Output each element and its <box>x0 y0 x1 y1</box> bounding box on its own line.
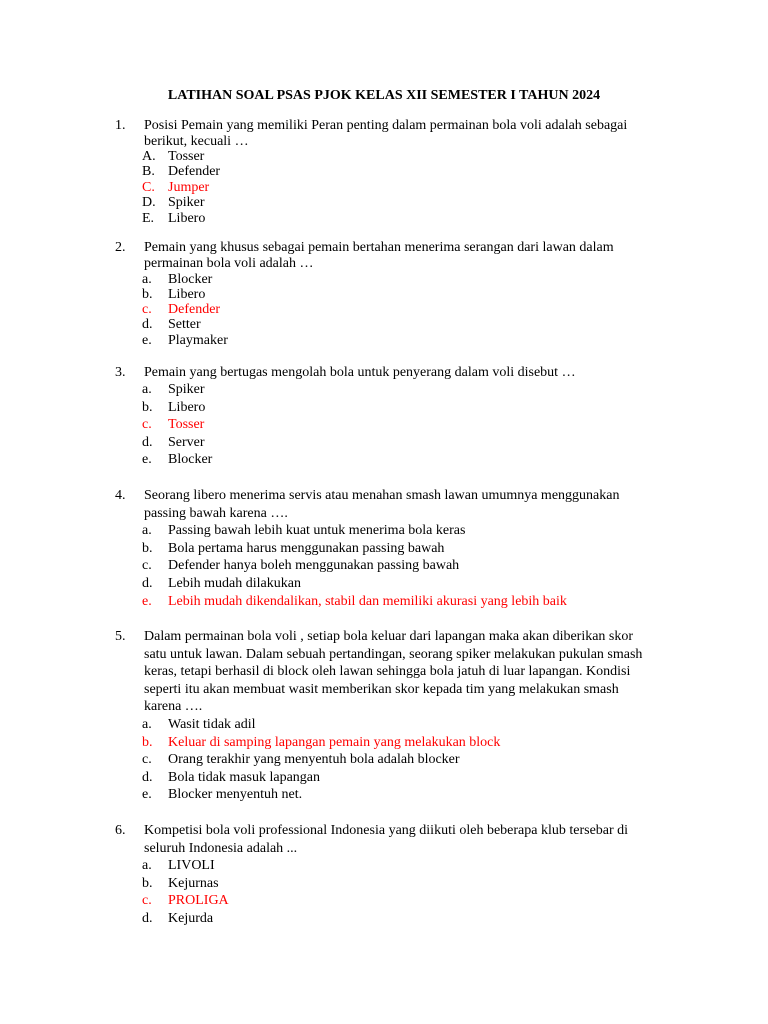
option-letter: d. <box>142 434 153 450</box>
option-text: Orang terakhir yang menyentuh bola adalah blocker <box>168 752 460 768</box>
option-list <box>0 522 768 610</box>
option-text: Defender <box>168 164 221 179</box>
answer-option <box>0 910 768 928</box>
question-number: 2. <box>115 240 126 255</box>
option-text: Libero <box>168 399 206 415</box>
question-text: Pemain yang khusus sebagai pemain bertahan menerima serangan dari lawan dalam permainan bola voli adalah … <box>144 240 614 271</box>
answer-option <box>0 540 768 558</box>
option-text: Defender hanya boleh menggunakan passing bawah <box>168 558 460 574</box>
answer-option <box>0 164 768 180</box>
answer-option-correct <box>0 180 768 196</box>
option-letter: c. <box>142 893 152 909</box>
option-letter: B. <box>142 164 155 179</box>
answer-option <box>0 451 768 469</box>
option-letter: b. <box>142 399 153 415</box>
answer-option-correct <box>0 302 768 317</box>
answer-option <box>0 522 768 540</box>
answer-option <box>0 399 768 417</box>
answer-option-correct <box>0 892 768 910</box>
option-letter: a. <box>142 717 152 732</box>
document-title: LATIHAN SOAL PSAS PJOK KELAS XII SEMESTER I TAHUN 2024 <box>167 88 601 103</box>
question-number: 3. <box>115 365 126 380</box>
answer-option <box>0 557 768 575</box>
option-text: Bola pertama harus menggunakan passing bawah <box>168 540 445 556</box>
option-list <box>0 857 768 927</box>
option-letter: A. <box>142 148 156 164</box>
option-text: LIVOLI <box>168 858 215 874</box>
answer-option <box>0 786 768 804</box>
option-text: Kejurnas <box>168 875 219 891</box>
option-letter: D. <box>142 195 156 210</box>
answer-option-correct <box>0 416 768 434</box>
answer-option <box>0 195 768 211</box>
option-letter: c. <box>142 558 152 574</box>
option-text: Spiker <box>168 195 205 210</box>
question-text: Kompetisi bola voli professional Indonesia yang diikuti oleh beberapa klub tersebar di seluruh Indonesia adalah ... <box>144 823 629 856</box>
answer-option <box>0 317 768 332</box>
answer-option <box>0 575 768 593</box>
option-letter: C. <box>142 179 155 195</box>
option-letter: c. <box>142 302 152 318</box>
answer-option-correct <box>0 734 768 752</box>
option-letter: b. <box>142 734 153 750</box>
option-text: Setter <box>168 317 201 333</box>
option-text: Spiker <box>168 382 205 397</box>
option-list <box>0 272 768 348</box>
option-text: Blocker <box>168 452 213 468</box>
option-letter: c. <box>142 417 152 433</box>
answer-option <box>0 272 768 287</box>
option-letter: e. <box>142 452 152 468</box>
option-text: Libero <box>168 286 206 302</box>
question-text: Pemain yang bertugas mengolah bola untuk penyerang dalam voli disebut … <box>144 365 576 380</box>
answer-option <box>0 434 768 452</box>
answer-option <box>0 857 768 875</box>
answer-option <box>0 875 768 893</box>
question-number: 5. <box>115 629 126 644</box>
option-list <box>0 149 768 227</box>
answer-option <box>0 149 768 165</box>
question-text: Posisi Pemain yang memiliki Peran penting dalam permainan bola voli adalah sebagai berikut, kecuali … <box>144 118 628 149</box>
option-text: Lebih mudah dikendalikan, stabil dan memiliki akurasi yang lebih baik <box>168 593 567 609</box>
answer-option <box>0 769 768 787</box>
option-letter: b. <box>142 286 153 302</box>
option-text: Bola tidak masuk lapangan <box>168 769 321 785</box>
option-text: Jumper <box>168 179 210 195</box>
answer-option <box>0 287 768 302</box>
option-letter: d. <box>142 575 153 591</box>
option-text: Blocker menyentuh net. <box>168 787 303 803</box>
answer-option <box>0 716 768 734</box>
answer-option <box>0 381 768 399</box>
option-letter: E. <box>142 210 155 226</box>
option-text: Libero <box>168 210 206 226</box>
option-letter: d. <box>142 910 153 926</box>
option-text: Playmaker <box>168 332 228 348</box>
option-text: Server <box>168 434 205 450</box>
question-number: 6. <box>115 823 126 838</box>
option-text: Kejurda <box>168 910 214 926</box>
option-letter: b. <box>142 875 153 891</box>
option-letter: e. <box>142 332 152 348</box>
option-text: Keluar di samping lapangan pemain yang melakukan block <box>168 734 501 750</box>
option-letter: a. <box>142 523 152 539</box>
option-text: Defender <box>168 302 221 318</box>
option-text: Passing bawah lebih kuat untuk menerima bola keras <box>168 523 466 539</box>
option-text: Blocker <box>168 271 213 287</box>
question-number: 1. <box>115 118 126 133</box>
option-text: Lebih mudah dilakukan <box>168 575 301 591</box>
option-letter: a. <box>142 382 152 397</box>
option-text: PROLIGA <box>168 893 229 909</box>
question-number: 4. <box>115 488 126 503</box>
option-letter: a. <box>142 271 152 287</box>
answer-option <box>0 751 768 769</box>
answer-option-correct <box>0 593 768 611</box>
question-text: Dalam permainan bola voli , setiap bola keluar dari lapangan maka akan diberikan skor satu untuk lawan. Dalam sebuah pertandingan, seorang spiker melakukan pukulan smash keras, tetapi berhasil di block oleh lawan sehingga bola jatuh di luar lapangan. Kondisi seperti itu akan membuat wasit memberikan skor kepada tim yang melakukan smash karena …. <box>144 629 643 715</box>
option-letter: d. <box>142 317 153 333</box>
option-text: Tosser <box>168 148 205 164</box>
option-letter: a. <box>142 858 152 874</box>
answer-option <box>0 333 768 348</box>
option-letter: e. <box>142 593 152 609</box>
option-letter: d. <box>142 769 153 785</box>
option-letter: b. <box>142 540 153 556</box>
option-list <box>0 381 768 469</box>
option-letter: c. <box>142 752 152 768</box>
option-text: Tosser <box>168 417 205 433</box>
option-text: Wasit tidak adil <box>168 717 256 732</box>
option-letter: e. <box>142 787 152 803</box>
question-text: Seorang libero menerima servis atau menahan smash lawan umumnya menggunakan passing bawah karena …. <box>144 488 620 521</box>
answer-option <box>0 211 768 227</box>
option-list <box>0 716 768 804</box>
